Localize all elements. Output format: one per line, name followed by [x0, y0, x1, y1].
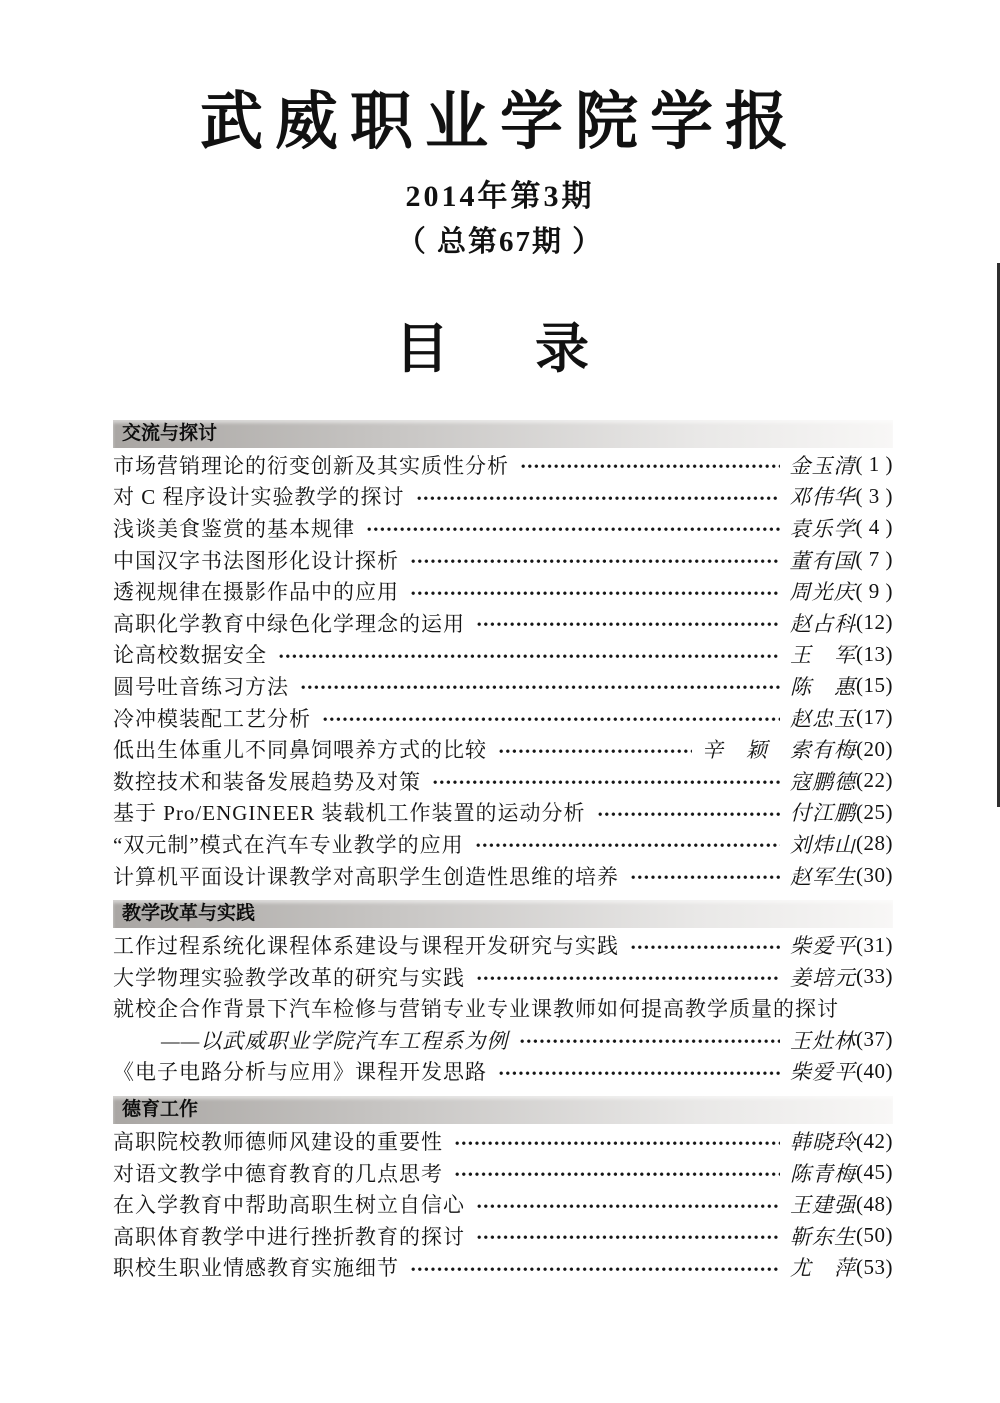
entry-title: “双元制”模式在汽车专业教学的应用 — [113, 832, 464, 857]
dot-leader — [301, 685, 780, 692]
toc-entry-row — [113, 1125, 893, 1157]
entry-page-number: (31) — [856, 932, 893, 957]
entry-author: 赵忠玉 — [790, 706, 856, 731]
dot-leader — [499, 749, 692, 756]
entry-title: 论高校数据安全 — [113, 643, 267, 668]
entry-page-number: (40) — [856, 1058, 893, 1083]
toc-entry-row — [113, 961, 893, 993]
entry-author: 付江鹏 — [790, 801, 856, 826]
dot-leader — [476, 843, 780, 850]
dot-leader — [279, 654, 780, 661]
entry-page-number: (22) — [856, 768, 893, 793]
entry-author: 金玉清 — [789, 453, 856, 478]
entry-page-number: ( 1 ) — [855, 452, 893, 477]
entry-page-number: (15) — [856, 673, 893, 698]
toc-section — [113, 420, 893, 891]
entry-title: 市场营销理论的衍变创新及其实质性分析 — [113, 453, 509, 478]
toc-section — [113, 1096, 893, 1283]
toc-entry-row — [113, 639, 893, 671]
toc-entry-row — [113, 670, 893, 702]
dot-leader — [411, 1267, 780, 1274]
entry-author: 柴爱平 — [790, 1060, 856, 1085]
entry-page-number: (13) — [856, 641, 893, 666]
entry-title: 高职院校教师德师风建设的重要性 — [113, 1130, 443, 1155]
entry-page-number: (42) — [856, 1128, 893, 1153]
toc-entry-row — [113, 481, 893, 513]
toc-entry-row — [113, 765, 893, 797]
toc-entry-subtitle-row — [113, 1024, 893, 1056]
dot-leader — [477, 1204, 780, 1211]
entry-page-number: (30) — [856, 863, 893, 888]
entry-author: 韩晓玲 — [790, 1130, 856, 1155]
toc-entry-row — [113, 449, 893, 481]
dot-leader — [477, 622, 780, 629]
journal-title: 武威职业学院学报 — [200, 87, 800, 157]
toc-entry-row — [113, 929, 893, 961]
entry-page-number: (53) — [856, 1254, 893, 1279]
entry-page-number: ( 7 ) — [855, 547, 893, 572]
dot-leader — [477, 1235, 780, 1242]
entry-page-number: (28) — [856, 831, 893, 856]
section-label: 交流与探讨 — [122, 423, 218, 444]
entry-author: 赵军生 — [790, 864, 856, 889]
entry-page-number: (33) — [856, 964, 893, 989]
section-rows — [113, 929, 893, 1087]
toc-entry-row — [113, 797, 893, 829]
dot-leader — [598, 812, 781, 819]
entry-page-number: ( 3 ) — [855, 483, 893, 508]
entry-author: 靳东生 — [790, 1224, 856, 1249]
masthead — [0, 0, 1000, 383]
entry-page-number: (20) — [856, 736, 893, 761]
entry-author: 王 军 — [790, 643, 856, 668]
entry-title: 在入学教育中帮助高职生树立自信心 — [113, 1193, 465, 1218]
entry-author: 赵占科 — [790, 611, 856, 636]
entry-title: 计算机平面设计课教学对高职学生创造性思维的培养 — [113, 864, 619, 889]
entry-page-number: ( 9 ) — [855, 578, 893, 603]
entry-title: 对 C 程序设计实验教学的探讨 — [113, 485, 405, 510]
entry-title: 对语文教学中德育教育的几点思考 — [113, 1161, 443, 1186]
entry-title: 冷冲模装配工艺分析 — [113, 706, 311, 731]
entry-author: 袁乐学 — [789, 516, 856, 541]
toc-entry-row — [113, 1157, 893, 1189]
entry-title: 高职化学教育中绿色化学理念的运用 — [113, 611, 465, 636]
toc-entry-title-row — [113, 993, 893, 1025]
entry-author: 寇鹏德 — [790, 769, 856, 794]
entry-author: 刘炜山 — [790, 832, 856, 857]
dot-leader — [631, 945, 780, 952]
entry-author: 姜培元 — [790, 965, 856, 990]
entry-subtitle: ——以武威职业学院汽车工程系为例 — [161, 1028, 509, 1053]
section-header-bar — [113, 900, 893, 928]
dot-leader — [411, 591, 780, 598]
dot-leader — [417, 496, 780, 503]
section-label: 教学改革与实践 — [122, 903, 256, 925]
toc-entry-row — [113, 544, 893, 576]
toc-section — [113, 900, 893, 1087]
entry-title: 高职体育教学中进行挫折教育的探讨 — [113, 1224, 465, 1249]
entry-title: 低出生体重儿不同鼻饲喂养方式的比较 — [113, 738, 487, 763]
entry-title: 透视规律在摄影作品中的应用 — [113, 580, 399, 605]
dot-leader — [433, 780, 780, 787]
entry-title: 圆号吐音练习方法 — [113, 674, 289, 699]
entry-author: 柴爱平 — [790, 934, 856, 959]
entry-title: 大学物理实验教学改革的研究与实践 — [113, 965, 465, 990]
toc-entry-row — [113, 733, 893, 765]
toc-entry-row — [113, 1252, 893, 1284]
entry-author: 辛 颖 索有梅 — [702, 738, 856, 763]
toc-entry-row — [113, 1188, 893, 1220]
entry-author: 王灶林 — [790, 1028, 856, 1053]
dot-leader — [631, 875, 780, 882]
entry-page-number: ( 4 ) — [855, 515, 893, 540]
entry-author: 周光庆 — [789, 580, 856, 605]
section-rows — [113, 449, 893, 891]
entry-page-number: (45) — [856, 1160, 893, 1185]
entry-page-number: (48) — [856, 1191, 893, 1216]
dot-leader — [499, 1071, 780, 1078]
section-rows — [113, 1125, 893, 1283]
dot-leader — [455, 1172, 780, 1179]
entry-title: 就校企合作背景下汽车检修与营销专业专业课教师如何提高教学质量的探讨 — [113, 997, 839, 1022]
section-header-bar — [113, 420, 893, 448]
entry-title: 中国汉字书法图形化设计探析 — [113, 548, 399, 573]
section-label: 德育工作 — [122, 1099, 199, 1121]
dot-leader — [367, 527, 780, 534]
entry-title: 工作过程系统化课程体系建设与课程开发研究与实践 — [113, 934, 619, 959]
dot-leader — [455, 1141, 780, 1148]
entry-title: 基于 Pro/ENGINEER 装载机工作装置的运动分析 — [113, 801, 586, 826]
entry-title: 《电子电路分析与应用》课程开发思路 — [113, 1060, 487, 1085]
toc-entry-row — [113, 575, 893, 607]
dot-leader — [521, 464, 780, 471]
entry-author: 陈 惠 — [790, 674, 856, 699]
entry-page-number: (50) — [856, 1223, 893, 1248]
entry-title: 浅谈美食鉴赏的基本规律 — [113, 516, 355, 541]
toc-entry-row — [113, 860, 893, 892]
toc-entry-row — [113, 512, 893, 544]
dot-leader — [477, 976, 780, 983]
issue-number: 2014年第3期 — [405, 180, 595, 214]
table-of-contents — [113, 420, 893, 1283]
entry-author: 邓伟华 — [789, 485, 856, 510]
entry-author: 尤 萍 — [790, 1256, 856, 1281]
entry-author: 董有国 — [789, 548, 856, 573]
entry-page-number: (12) — [856, 610, 893, 635]
dot-leader — [520, 1039, 780, 1046]
dot-leader — [411, 559, 780, 566]
entry-page-number: (17) — [856, 705, 893, 730]
toc-entry-row — [113, 828, 893, 860]
toc-entry-row — [113, 1056, 893, 1088]
toc-entry-row — [113, 607, 893, 639]
entry-page-number: (25) — [856, 799, 893, 824]
entry-title: 数控技术和装备发展趋势及对策 — [113, 769, 421, 794]
entry-author: 王建强 — [790, 1193, 856, 1218]
issue-total-number: （ 总第67期 ） — [396, 226, 604, 259]
toc-heading: 目 录 — [395, 319, 605, 380]
toc-entry-row — [113, 1220, 893, 1252]
toc-entry-row — [113, 702, 893, 734]
entry-author: 陈青梅 — [790, 1161, 856, 1186]
dot-leader — [323, 717, 780, 724]
section-header-bar — [113, 1096, 893, 1124]
entry-page-number: (37) — [856, 1027, 893, 1052]
entry-title: 职校生职业情感教育实施细节 — [113, 1256, 399, 1281]
